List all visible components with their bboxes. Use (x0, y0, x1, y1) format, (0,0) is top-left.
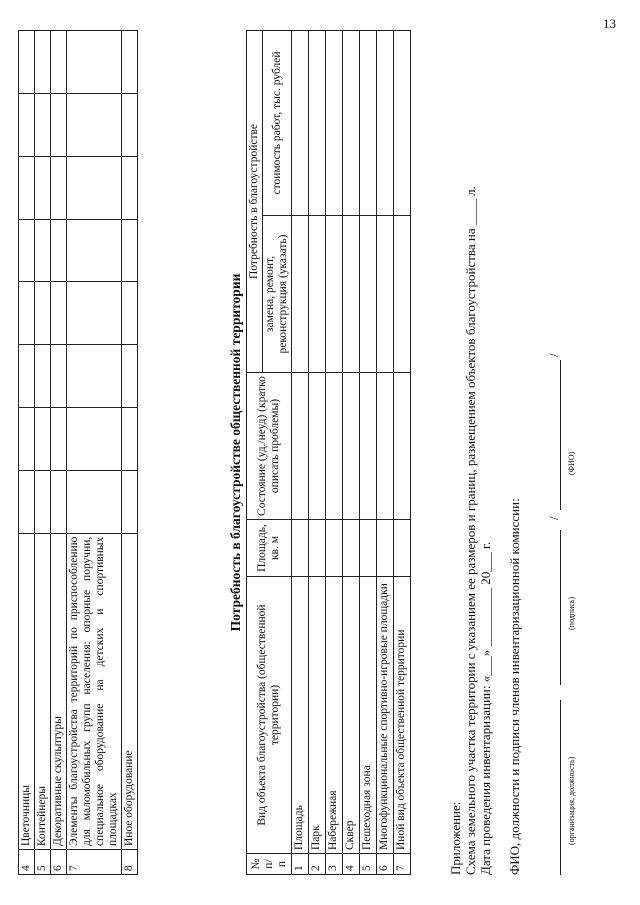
slash: / (546, 353, 561, 357)
equipment-table (18, 30, 138, 875)
table-row (343, 31, 360, 875)
caption-sign: (подпись) (567, 596, 576, 630)
row-name: Цветочницы (19, 533, 35, 849)
row-name: Контейнеры (35, 533, 51, 849)
appendix-label: Приложение: (448, 801, 463, 875)
header-replace: замена, ремонт, реконструкция (указать) (263, 216, 292, 373)
row-number: 6 (377, 854, 394, 875)
table-row (19, 31, 35, 875)
row-name: Пешеходная зона (360, 577, 377, 854)
row-name: Площадь (292, 577, 309, 854)
appendix-text: Схема земельного участка территории с указанием ее размеров и границ, размещением объектов благоустройства на ____ л. (463, 186, 478, 875)
sign-line (560, 530, 561, 685)
row-number: 5 (35, 850, 51, 875)
row-name: Набережная (326, 577, 343, 854)
row-number: 4 (19, 850, 35, 875)
footer (448, 30, 576, 875)
row-number: 1 (292, 854, 309, 875)
row-number: 4 (343, 854, 360, 875)
header-cost: стоимость работ, тыс. рублей (263, 31, 292, 216)
table-row (377, 31, 394, 875)
table-row (67, 31, 122, 875)
needs-table (246, 30, 411, 875)
row-number: 6 (51, 850, 67, 875)
table-row (394, 31, 411, 875)
fio-line (560, 360, 561, 510)
header-need: Потребность в благоустройстве (247, 31, 263, 373)
table-row (51, 31, 67, 875)
header-type: Вид объекта благоустройства (общественной территории) (247, 577, 292, 854)
caption-fio: (ФИО) (567, 451, 576, 475)
row-name: Элементы благоустройства территорий по приспособлению для маломобильных групп населения: опорные поручни, специальное оборудование на детских и спортивных площадках (67, 533, 122, 849)
row-name: Сквер (343, 577, 360, 854)
table-row (309, 31, 326, 875)
section-title: Потребность в благоустройстве общественной территории (228, 273, 243, 632)
row-name: Парк (309, 577, 326, 854)
table-row (122, 31, 138, 875)
row-name: Иное оборудование (122, 533, 138, 849)
row-number: 8 (122, 850, 138, 875)
row-name: Иной вид объекта общественной территории (394, 577, 411, 854)
row-number: 3 (326, 854, 343, 875)
row-number: 2 (309, 854, 326, 875)
header-condition: Состояние (уд./неуд) (кратко описать проблемы) (247, 373, 292, 520)
row-name: Многофункциональные спортивно-игровые площадки (377, 577, 394, 854)
slash: / (546, 516, 561, 520)
org-line (560, 700, 561, 875)
table-row (292, 31, 309, 875)
table-row (360, 31, 377, 875)
row-number: 7 (394, 854, 411, 875)
header-num: № п/п (247, 854, 292, 875)
rotated-document (18, 30, 603, 875)
page-number: 13 (603, 16, 616, 31)
header-area: Площадь, кв. м (247, 520, 292, 577)
commission-text: ФИО, должности и подписи членов инвентаризационной комиссии: (507, 498, 522, 875)
row-number: 5 (360, 854, 377, 875)
row-name: Декоративные скульптуры (51, 533, 67, 849)
table-row (326, 31, 343, 875)
inventory-date: Дата проведения инвентаризации: «___» _________ 20___ г. (478, 541, 493, 875)
caption-org: (организация, должность) (567, 756, 576, 845)
table-row (35, 31, 51, 875)
row-number: 7 (67, 850, 122, 875)
